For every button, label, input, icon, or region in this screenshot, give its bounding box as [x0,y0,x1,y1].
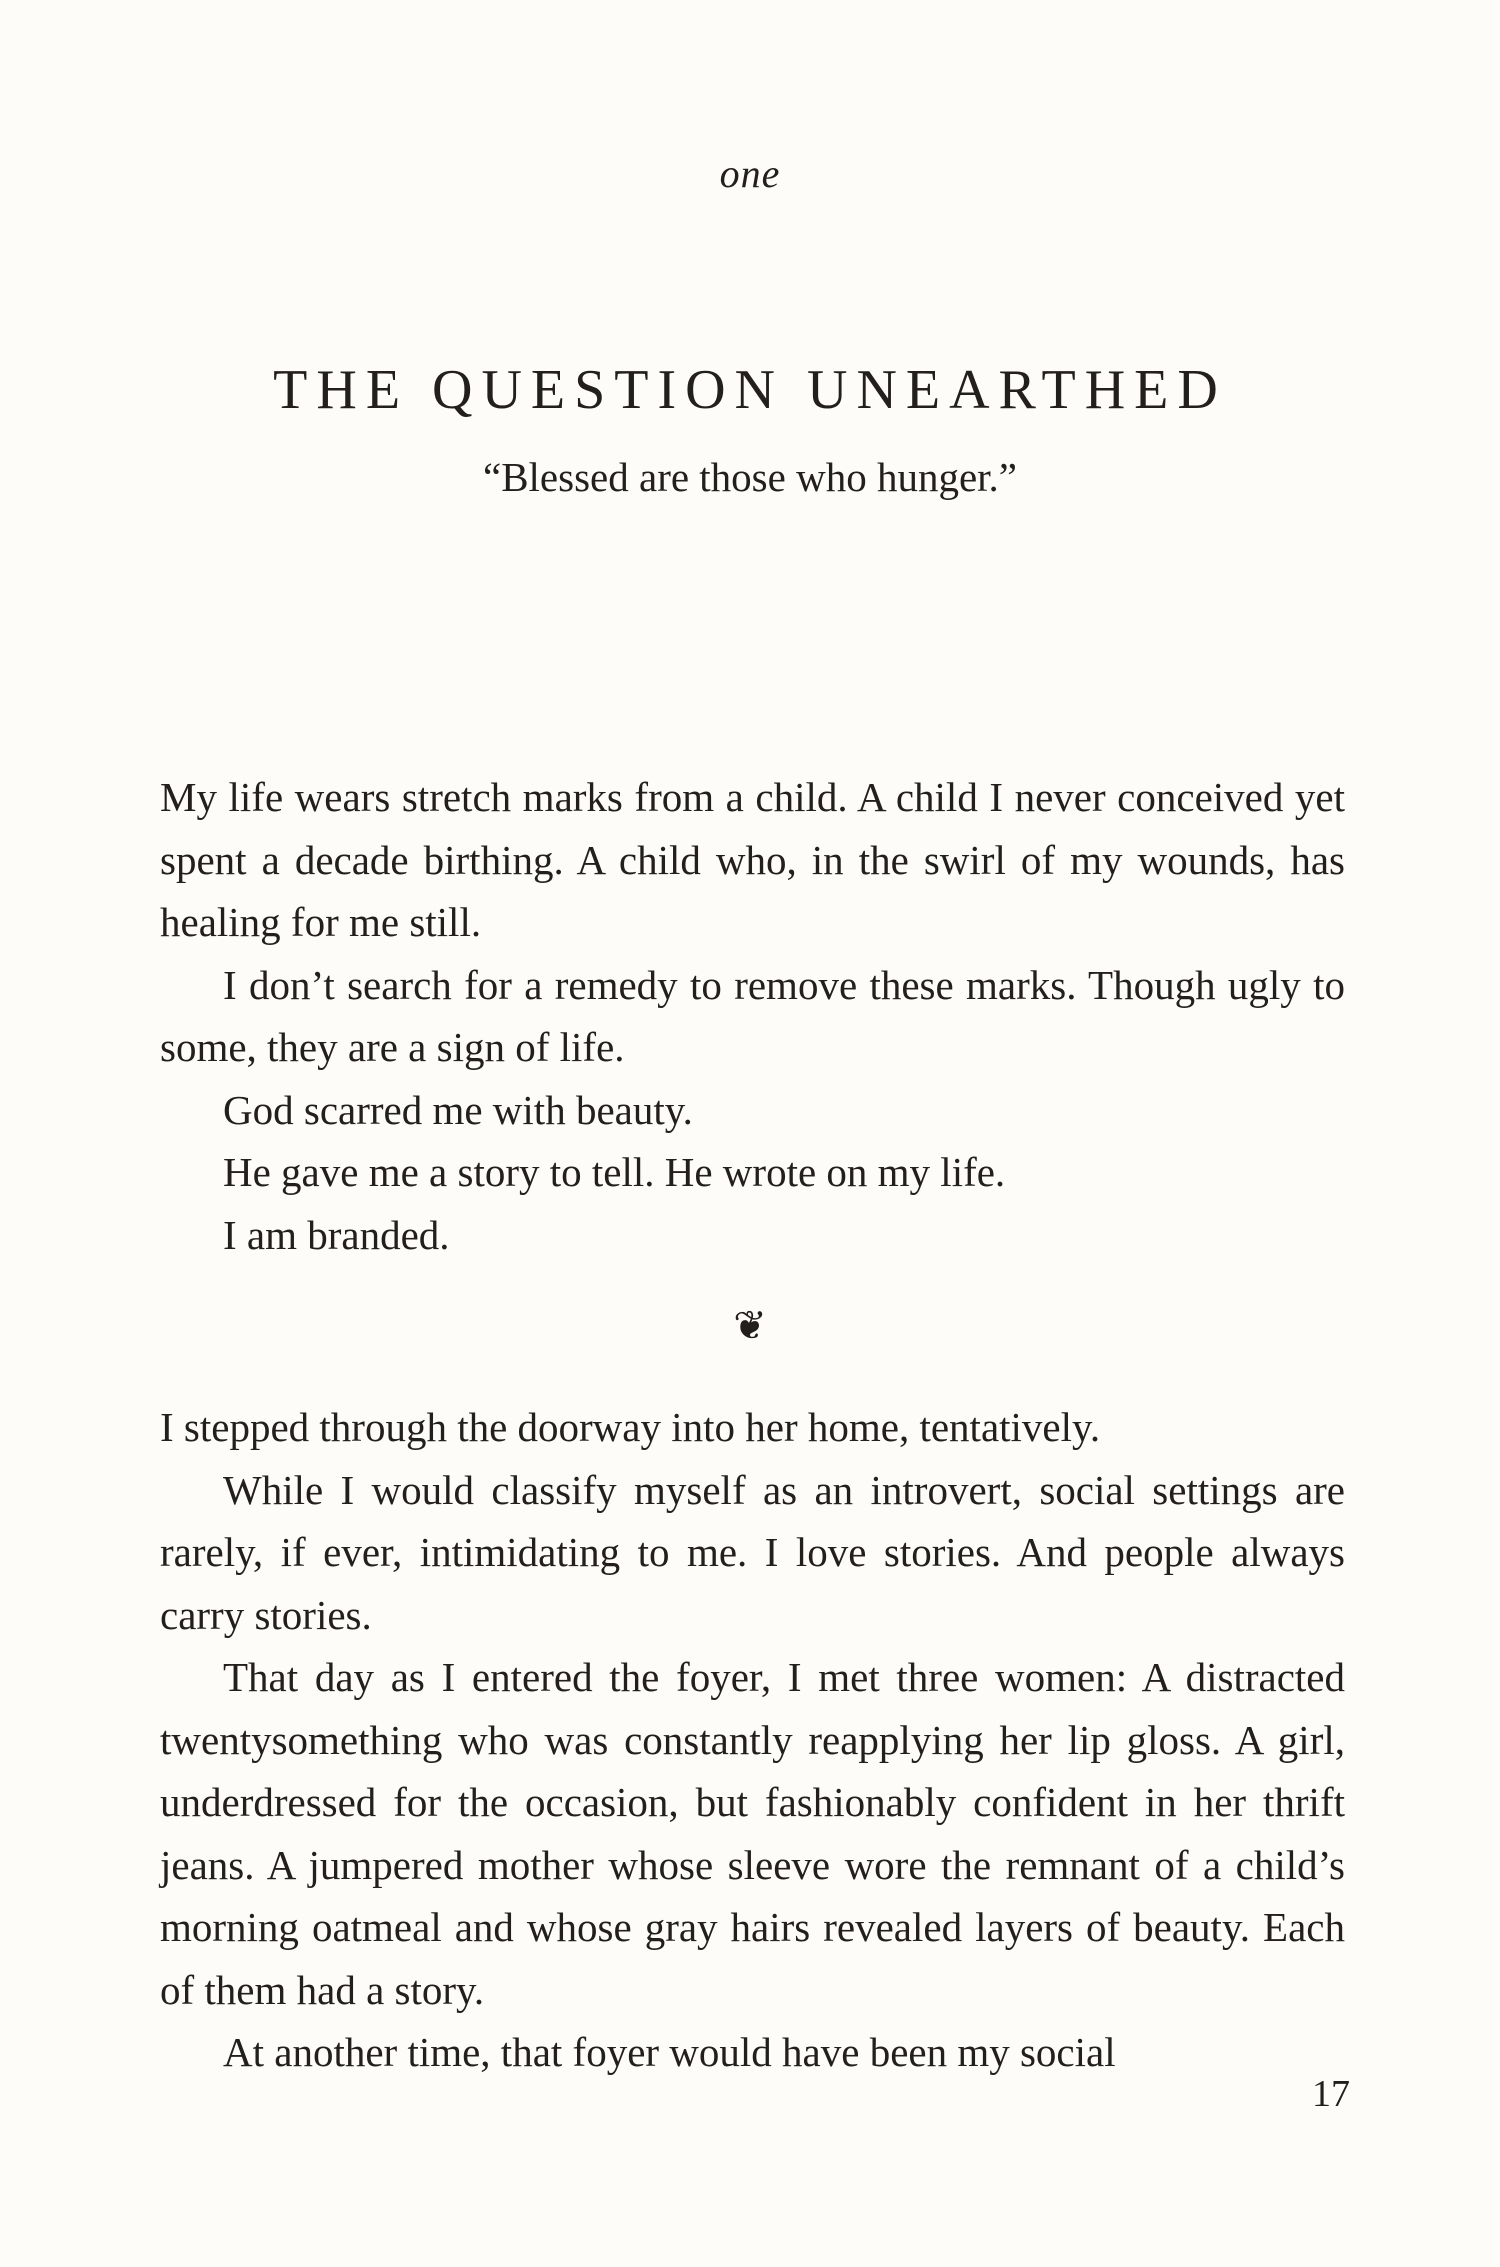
epigraph: “Blessed are those who hunger.” [483,454,1017,500]
paragraph: My life wears stretch marks from a child. A child I never conceived yet spent a decade birthing. A child who, in the swirl of my wounds, has healing for me still. [160,774,1345,945]
paragraph: I am branded. [223,1211,450,1258]
paragraph: At another time, that foyer would have been my social [223,2029,1116,2075]
section-two-text [160,1396,1345,2084]
paragraph: God scarred me with beauty. [223,1086,693,1133]
page-number: 17 [1312,2073,1350,2115]
section-one-text [160,766,1345,1266]
chapter-title: THE QUESTION UNEARTHED [273,359,1227,421]
paragraph: He gave me a story to tell. He wrote on my life. [223,1149,1006,1195]
section-break-ornament-icon: ❦ [733,1303,767,1348]
paragraph: I stepped through the doorway into her home, tentatively. [160,1404,1101,1450]
paragraph: I don’t search for a remedy to remove these marks. Though ugly to some, they are a sign of life. [160,961,1345,1070]
chapter-number: one [719,151,781,196]
paragraph: While I would classify myself as an introvert, social settings are rarely, if ever, intimidating to me. I love stories. And people always carry stories. [160,1466,1345,1638]
paragraph: That day as I entered the foyer, I met three women: A distracted twentysomething who was constantly reapplying her lip gloss. A girl, underdressed for the occasion, but fashionably confident in her thrift jeans. A jumpered mother whose sleeve wore the remnant of a child’s morning oatmeal and whose gray hairs revealed layers of beauty. Each of them had a story. [160,1654,1345,2013]
